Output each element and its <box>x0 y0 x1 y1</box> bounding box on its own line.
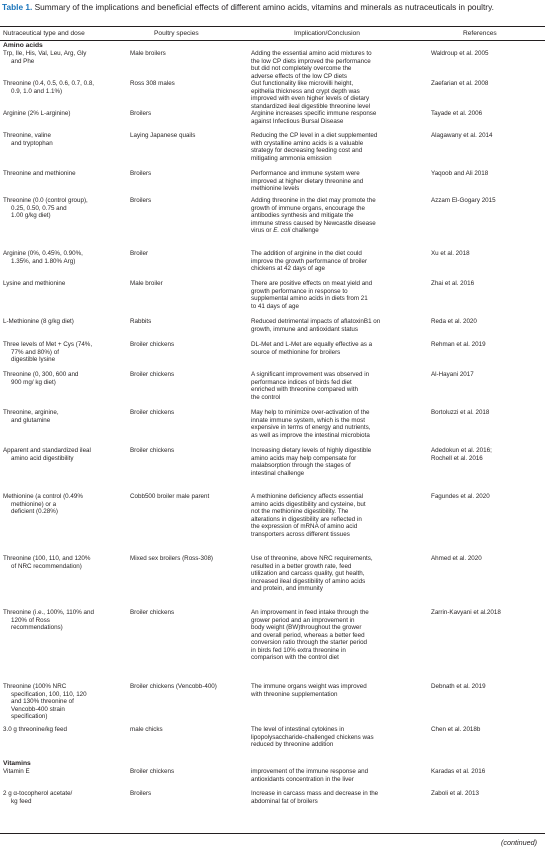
cell-line: source of methionine for broilers <box>251 348 341 356</box>
table-cell-c4 <box>431 341 543 349</box>
table-cell-c1 <box>3 555 123 570</box>
cell-line: 0.9, 1.0 and 1.1%) <box>11 87 63 95</box>
table-cell-c1 <box>3 768 123 776</box>
cell-line: Broilers <box>130 110 152 117</box>
table-cell-c1 <box>3 132 123 147</box>
cell-line: Chen et al. 2018b <box>431 726 481 733</box>
cell-line: Rochell et al. 2016 <box>431 454 483 462</box>
cell-line: immune stress caused by Newcastle disease <box>251 219 376 227</box>
table-cell-c3 <box>251 110 426 125</box>
cell-line: Threonine (0, 300, 600 and <box>3 371 79 378</box>
cell-line: improvement of the immune response and <box>251 768 369 775</box>
cell-line: 2 g α-tocopherol acetate/ <box>3 790 73 797</box>
table-cell-c4 <box>431 726 543 734</box>
header-bottom-rule <box>0 40 545 41</box>
table-bottom-rule <box>0 833 545 834</box>
table-cell-c1 <box>3 790 123 805</box>
cell-line: Ahmed et al. 2020 <box>431 555 482 562</box>
cell-line: and 130% threonine of <box>11 698 74 706</box>
cell-line: Fagundes et al. 2020 <box>431 493 490 500</box>
table-cell-c2 <box>130 683 248 691</box>
table-cell-c2 <box>130 50 248 58</box>
cell-line: lipopolysaccharide-challenged chickens was <box>251 733 374 741</box>
cell-line: 77% and 80%) of <box>11 348 59 356</box>
cell-line: Broiler <box>130 250 149 257</box>
table-cell-c4 <box>431 609 543 617</box>
section-title: Amino acids <box>3 42 43 49</box>
cell-line: 0.25, 0.50, 0.75 and <box>11 204 67 212</box>
cell-line: Threonine (0.4, 0.5, 0.6, 0.7, 0.8, <box>3 80 95 87</box>
cell-line: the control <box>251 393 281 401</box>
table-caption <box>2 2 542 12</box>
section-title: Vitamins <box>3 760 31 767</box>
cell-line: Use of threonine, above NRC requirements, <box>251 555 373 562</box>
cell-line: Alagawany et al. 2014 <box>431 132 493 139</box>
table-cell-c1 <box>3 493 123 516</box>
table-cell-c1 <box>3 726 123 734</box>
cell-line: expensive in terms of energy and nutrients, <box>251 424 371 432</box>
table-caption-text: Summary of the implications and beneficial effects of different amino acids, vitamins and minerals as nutraceuticals in poultry. <box>34 2 494 12</box>
cell-line: Ross 308 males <box>130 80 175 87</box>
cell-line: body weight (BW)throughout the grower <box>251 624 362 632</box>
table-cell-c4 <box>431 50 543 58</box>
cell-line: Vitamin E <box>3 768 30 775</box>
table-cell-c4 <box>431 132 543 140</box>
cell-line: Mixed sex broilers (Ross-308) <box>130 555 214 562</box>
cell-line: in birds fed 10% extra threonine in <box>251 646 346 654</box>
table-cell-c3 <box>251 50 426 80</box>
table-cell-c3 <box>251 409 426 439</box>
table-cell-c1 <box>3 80 123 95</box>
table-cell-c4 <box>431 280 543 288</box>
cell-line: An improvement in feed intake through the <box>251 609 369 616</box>
cell-line: and tryptophan <box>11 139 53 147</box>
table-cell-c1 <box>3 197 123 220</box>
header-poultry-species: Poultry species <box>154 30 199 37</box>
table-cell-c3 <box>251 170 426 193</box>
table-cell-c3 <box>251 371 426 401</box>
cell-line: increased ileal digestibility of amino acids <box>251 577 366 585</box>
cell-line: There are positive effects on meat yield and <box>251 280 373 287</box>
cell-line: Bortoluzzi et al. 2018 <box>431 409 490 416</box>
header-implication: Implication/Conclusion <box>294 30 360 37</box>
cell-line: Threonine, arginine, <box>3 409 59 416</box>
table-cell-c2 <box>130 250 248 258</box>
table-cell-c3 <box>251 132 426 162</box>
cell-line: L-Methionine (8 g/kg diet) <box>3 318 74 325</box>
cell-line: Arginine increases specific immune response <box>251 110 377 117</box>
cell-line: Al-Hayani 2017 <box>431 371 474 378</box>
table-cell-c4 <box>431 409 543 417</box>
cell-line: The immune organs weight was improved <box>251 683 367 690</box>
cell-line: methionine levels <box>251 185 300 193</box>
cell-line: reduced by threonine addition <box>251 741 334 749</box>
cell-line: comparison with the control diet <box>251 654 339 662</box>
table-top-rule <box>0 26 545 27</box>
cell-line: and overall period, whereas a better feed <box>251 631 365 639</box>
cell-line: Rabbits <box>130 318 152 325</box>
cell-line: recommendations) <box>11 624 63 632</box>
cell-line: Reda et al. 2020 <box>431 318 477 325</box>
table-cell-c4 <box>431 768 543 776</box>
cell-line: Increasing dietary levels of highly digestible <box>251 447 372 454</box>
cell-line: as well as improve the intestinal microbiota <box>251 431 370 439</box>
cell-line: 120% of Ross <box>11 616 50 624</box>
cell-line: Male broiler <box>130 280 163 287</box>
cell-line: growth performance in response to <box>251 287 348 295</box>
cell-line: grower period and an improvement in <box>251 616 355 624</box>
cell-line: deficient (0.28%) <box>11 508 58 516</box>
cell-line: antioxidants concentration in the liver <box>251 775 354 783</box>
table-cell-c2 <box>130 409 248 417</box>
cell-line: Threonine (100% NRC <box>3 683 67 690</box>
table-cell-c2 <box>130 555 248 563</box>
table-cell-c3 <box>251 493 426 538</box>
cell-line: Broilers <box>130 790 152 797</box>
cell-line: with crystalline amino acids is a valuable <box>251 139 364 147</box>
table-caption-label: Table 1. <box>2 2 33 12</box>
cell-line: Threonine, valine <box>3 132 51 139</box>
cell-line: A methionine deficiency affects essential <box>251 493 364 500</box>
cell-line: Broiler chickens <box>130 409 175 416</box>
cell-line: the expression of mRNA of amino acid <box>251 523 358 531</box>
table-cell-c1 <box>3 371 123 386</box>
cell-line: performance indices of birds fed diet <box>251 378 352 386</box>
table-cell-c3 <box>251 250 426 273</box>
cell-line: Reducing the CP level in a diet supplemented <box>251 132 378 139</box>
cell-line: Threonine (0.0 (control group), <box>3 197 88 204</box>
cell-line: innate immune system, which is the most <box>251 416 365 424</box>
table-cell-c2 <box>130 80 248 88</box>
cell-line: Broilers <box>130 197 152 204</box>
table-cell-c2 <box>130 609 248 617</box>
cell-line: Gut functionality like microvilli height, <box>251 80 354 87</box>
table-cell-c4 <box>431 371 543 379</box>
cell-line: The addition of arginine in the diet could <box>251 250 362 257</box>
cell-line: Increase in carcass mass and decrease in the <box>251 790 379 797</box>
cell-line: Adding the essential amino acid mixtures to <box>251 50 372 57</box>
cell-line: Threonine and methionine <box>3 170 76 177</box>
cell-line: conversion ratio through the starter period <box>251 639 368 647</box>
table-cell-c1 <box>3 250 123 265</box>
cell-line: against Infectious Bursal Disease <box>251 117 344 125</box>
cell-line: 1.35%, and 1.80% Arg) <box>11 257 76 265</box>
cell-line: Broiler chickens <box>130 447 175 454</box>
cell-line: digestible lysine <box>11 356 56 364</box>
cell-line: improved with even higher levels of dietary <box>251 95 370 103</box>
table-cell-c4 <box>431 683 543 691</box>
cell-line: Xu et al. 2018 <box>431 250 470 257</box>
cell-line: growth, immune and antioxidant status <box>251 325 359 333</box>
cell-line: Tayade et al. 2006 <box>431 110 483 117</box>
cell-line: Zaboli et al. 2013 <box>431 790 479 797</box>
table-cell-c1 <box>3 110 123 118</box>
cell-line: Lysine and methionine <box>3 280 66 287</box>
table-cell-c2 <box>130 132 248 140</box>
cell-line: amino acid digestibility <box>11 454 74 462</box>
table-cell-c2 <box>130 341 248 349</box>
table-cell-c4 <box>431 790 543 798</box>
header-references: References <box>463 30 497 37</box>
cell-line: utilization and carcass quality, gut health, <box>251 570 365 578</box>
continued-note: (continued) <box>501 838 537 847</box>
header-nutraceutical: Nutraceutical type and dose <box>3 30 85 37</box>
table-cell-c3 <box>251 318 426 333</box>
table-cell-c2 <box>130 790 248 798</box>
cell-line: intestinal challenge <box>251 469 305 477</box>
cell-line: Broiler chickens <box>130 371 175 378</box>
table-cell-c4 <box>431 197 543 205</box>
table-cell-c1 <box>3 609 123 632</box>
cell-line: malabsorption through the stages of <box>251 462 351 470</box>
cell-line: male chicks <box>130 726 163 733</box>
table-cell-c1 <box>3 341 123 364</box>
cell-line: specification) <box>11 713 48 721</box>
table-cell-c4 <box>431 493 543 501</box>
cell-line: standardized ileal digestible threonine level <box>251 102 371 110</box>
table-cell-c3 <box>251 80 426 110</box>
table-cell-c3 <box>251 609 426 662</box>
cell-line: Adedokun et al. 2016; <box>431 447 492 454</box>
cell-line: Waldroup et al. 2005 <box>431 50 489 57</box>
cell-line: Methionine (a control (0.49% <box>3 493 83 500</box>
cell-line: virus or E. coli challenge <box>251 227 319 235</box>
cell-line: Broiler chickens <box>130 768 175 775</box>
cell-line: Performance and immune system were <box>251 170 360 177</box>
cell-line: the low CP diets improved the performance <box>251 57 371 65</box>
cell-line: amino acids may help compensate for <box>251 454 357 462</box>
cell-line: Broiler chickens <box>130 341 175 348</box>
table-cell-c3 <box>251 790 426 805</box>
table-cell-c1 <box>3 318 123 326</box>
cell-line: not the methionine digestibility. The <box>251 508 349 516</box>
table-cell-c2 <box>130 110 248 118</box>
cell-line: Broiler chickens (Vencobb-400) <box>130 683 217 690</box>
cell-line: DL-Met and L-Met are equally effective as a <box>251 341 373 348</box>
cell-line: Reduced detrimental impacts of aflatoxinB1 on <box>251 318 381 325</box>
cell-line: to 41 days of age <box>251 302 299 310</box>
table-cell-c3 <box>251 683 426 698</box>
table-cell-c3 <box>251 280 426 310</box>
table-cell-c4 <box>431 80 543 88</box>
table-cell-c2 <box>130 170 248 178</box>
cell-line: Arginine (0%, 0.45%, 0.90%, <box>3 250 83 257</box>
cell-line: Rehman et al. 2019 <box>431 341 486 348</box>
table-cell-c2 <box>130 726 248 734</box>
table-cell-c3 <box>251 555 426 593</box>
cell-line: with threonine supplementation <box>251 690 338 698</box>
table-cell-c3 <box>251 341 426 356</box>
cell-line: Laying Japanese quails <box>130 132 196 139</box>
cell-line: Broiler chickens <box>130 609 175 616</box>
table-cell-c4 <box>431 170 543 178</box>
cell-line: supplemental amino acids in diets from 21 <box>251 295 368 303</box>
table-cell-c1 <box>3 447 123 462</box>
cell-line: strategy for decreasing feeding cost and <box>251 147 363 155</box>
cell-line: Apparent and standardized ileal <box>3 447 91 454</box>
cell-line: methionine) or a <box>11 500 57 508</box>
cell-line: Adding threonine in the diet may promote the <box>251 197 376 204</box>
cell-line: of NRC recommendation) <box>11 562 82 570</box>
cell-line: and protein, and immunity <box>251 585 323 593</box>
cell-line: Male broilers <box>130 50 166 57</box>
cell-line: mitigating ammonia emission <box>251 154 332 162</box>
cell-line: Threonine (100, 110, and 120% <box>3 555 91 562</box>
cell-line: 900 mg/ kg diet) <box>11 378 56 386</box>
table-cell-c3 <box>251 197 426 235</box>
table-cell-c2 <box>130 280 248 288</box>
cell-line: Yaqoob and Ali 2018 <box>431 170 489 177</box>
table-cell-c3 <box>251 768 426 783</box>
cell-line: Vencobb-400 strain <box>11 705 65 713</box>
cell-line: Arginine (2% L-arginine) <box>3 110 71 117</box>
cell-line: May help to minimize over-activation of the <box>251 409 370 416</box>
cell-line: Three levels of Met + Cys (74%, <box>3 341 93 348</box>
cell-line: 1.00 g/kg diet) <box>11 212 51 220</box>
cell-line: Debnath et al. 2019 <box>431 683 486 690</box>
cell-line: Azzam El-Gogary 2015 <box>431 197 496 204</box>
cell-line: transporters across different tissues <box>251 530 350 538</box>
cell-line: but did not completely overcome the <box>251 65 352 73</box>
cell-line: Karadas et al. 2016 <box>431 768 486 775</box>
table-cell-c4 <box>431 250 543 258</box>
cell-line: A significant improvement was observed in <box>251 371 370 378</box>
table-cell-c2 <box>130 371 248 379</box>
cell-line: growth of immune organs, encourage the <box>251 204 365 212</box>
cell-line: Zhai et al. 2016 <box>431 280 475 287</box>
table-cell-c1 <box>3 280 123 288</box>
cell-line: enriched with threonine compared with <box>251 386 359 394</box>
table-cell-c4 <box>431 318 543 326</box>
table-cell-c1 <box>3 409 123 424</box>
table-cell-c1 <box>3 170 123 178</box>
table-cell-c3 <box>251 726 426 749</box>
table-cell-c2 <box>130 197 248 205</box>
cell-line: alterations in digestibility are reflected in <box>251 515 362 523</box>
cell-line: and Phe <box>11 57 35 65</box>
cell-line: and glutamine <box>11 416 51 424</box>
cell-line: abdominal fat of broilers <box>251 797 318 805</box>
cell-line: chickens at 42 days of age <box>251 265 326 273</box>
cell-line: Zarrin-Kavyani et al.2018 <box>431 609 501 616</box>
cell-line: specification, 100, 110, 120 <box>11 690 87 698</box>
cell-line: kg feed <box>11 797 32 805</box>
cell-line: amino acids digestibility and cysteine, but <box>251 500 366 508</box>
cell-line: antibodies synthesis and mitigate the <box>251 212 354 220</box>
cell-line: Threonine (i.e., 100%, 110% and <box>3 609 94 616</box>
cell-line: Cobb500 broiler male parent <box>130 493 210 500</box>
cell-line: Zaefarian et al. 2008 <box>431 80 489 87</box>
table-cell-c4 <box>431 555 543 563</box>
table-cell-c2 <box>130 447 248 455</box>
table-cell-c2 <box>130 318 248 326</box>
table-cell-c2 <box>130 768 248 776</box>
table-cell-c1 <box>3 683 123 721</box>
table-cell-c3 <box>251 447 426 477</box>
cell-line: Broilers <box>130 170 152 177</box>
table-cell-c4 <box>431 447 543 462</box>
cell-line: 3.0 g threonine/kg feed <box>3 726 67 733</box>
table-cell-c1 <box>3 50 123 65</box>
table-cell-c2 <box>130 493 248 501</box>
table-cell-c4 <box>431 110 543 118</box>
cell-line: improved at higher dietary threonine and <box>251 177 364 185</box>
cell-line: adverse effects of the low CP diets <box>251 72 348 80</box>
cell-line: resulted in a better growth rate, feed <box>251 562 352 570</box>
cell-line: improve the growth performance of broiler <box>251 257 368 265</box>
cell-line: Trp, Ile, His, Val, Leu, Arg, Gly <box>3 50 87 57</box>
cell-line: The level of intestinal cytokines in <box>251 726 345 733</box>
cell-line: epithelia thickness and crypt depth was <box>251 87 360 95</box>
